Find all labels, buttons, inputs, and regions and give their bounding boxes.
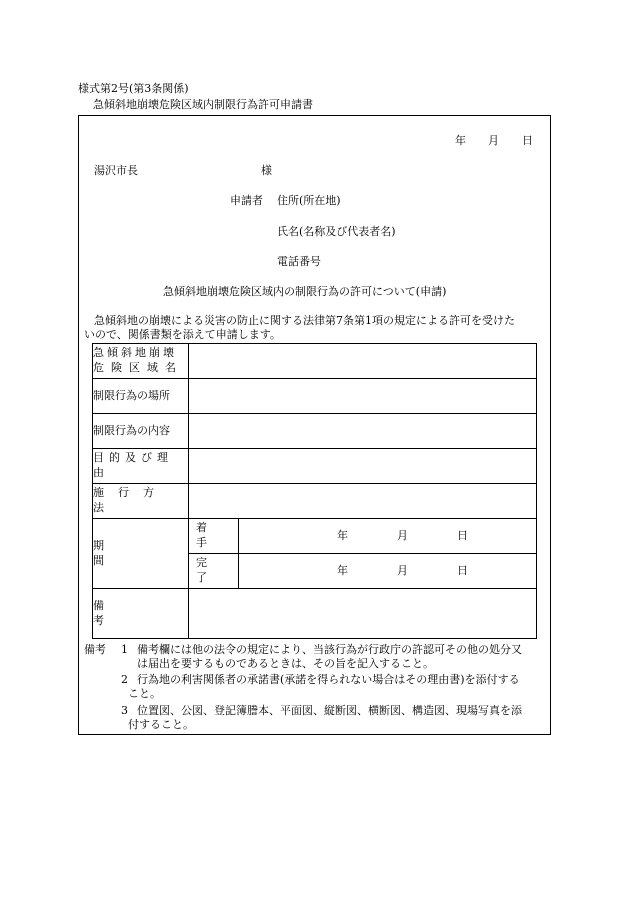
content-value[interactable] (189, 414, 537, 449)
addressee-suffix: 様 (261, 164, 272, 177)
finish-date-cell[interactable] (239, 554, 537, 589)
note-number-3: 3 (121, 704, 128, 717)
finish-month-label: 月 (397, 563, 408, 577)
date-day-label: 日 (522, 134, 533, 147)
start-label-cell (189, 519, 239, 554)
start-year-label: 年 (337, 528, 348, 542)
note-text-1-line1: 備考欄には他の法令の規定により、当該行為が行政庁の許認可その他の処分又 (137, 643, 522, 656)
table-row-purpose (93, 449, 537, 484)
phone-label: 電話番号 (277, 255, 321, 268)
table-row-place (93, 379, 537, 414)
statement-line-2: いので、関係書類を添えて申請します。 (84, 328, 281, 341)
purpose-value[interactable] (189, 449, 537, 484)
content-label-cell (93, 414, 189, 449)
area-name-label-line1: 急傾斜地崩壊 (93, 346, 177, 360)
remarks-value[interactable] (189, 589, 537, 639)
start-month-label: 月 (397, 528, 408, 542)
method-label: 施行方法 (93, 486, 168, 514)
place-label-cell (93, 379, 189, 414)
period-label: 期間 (93, 538, 160, 567)
date-year-label: 年 (455, 134, 466, 147)
statement-line-1: 急傾斜地の崩壊による災害の防止に関する法律第7条第1項の規定による許可を受けた (94, 314, 515, 327)
note-number-1: 1 (121, 643, 128, 656)
finish-date (239, 564, 536, 579)
name-label: 氏名(名称及び代表者名) (277, 225, 396, 238)
finish-label: 完了 (196, 556, 218, 584)
finish-label-cell (189, 554, 239, 589)
area-name-value[interactable] (189, 344, 537, 379)
place-label: 制限行為の場所 (93, 388, 170, 402)
note-number-2: 2 (121, 673, 128, 686)
place-value[interactable] (189, 379, 537, 414)
table-row-area-name (93, 344, 537, 379)
note-text-3-line1: 位置図、公図、登記簿謄本、平面図、縦断図、横断図、構造図、現場写真を添 (137, 704, 522, 717)
start-label: 着手 (196, 521, 218, 549)
area-name-label-cell (93, 344, 189, 379)
note-text-3-line2: 付すること。 (128, 718, 194, 731)
purpose-label-cell (93, 449, 189, 484)
method-label-cell (93, 484, 189, 519)
note-item-1 (0, 643, 630, 673)
finish-year-label: 年 (337, 563, 348, 577)
date-month-label: 月 (488, 134, 499, 147)
application-table (92, 343, 537, 639)
address-label: 住所(所在地) (277, 194, 341, 207)
note-text-1-line2: は届出を要するものであるときは、その旨を記入すること。 (137, 657, 434, 670)
notes-heading: 備考 (84, 643, 106, 656)
remarks-label: 備考 (93, 598, 160, 627)
content-label: 制限行為の内容 (93, 423, 170, 437)
applicant-label: 申請者 (230, 194, 263, 207)
start-day-label: 日 (457, 528, 468, 542)
period-label-cell (93, 519, 189, 589)
table-row-method (93, 484, 537, 519)
start-date (239, 529, 536, 544)
table-row-remarks (93, 589, 537, 639)
page-title: 急傾斜地崩壊危険区域内制限行為許可申請書 (93, 98, 313, 111)
table-row-content (93, 414, 537, 449)
start-date-cell[interactable] (239, 519, 537, 554)
subject-line: 急傾斜地崩壊危険区域内の制限行為の許可について(申請) (163, 285, 447, 298)
remarks-label-cell (93, 589, 189, 639)
note-text-2-line1: 行為地の利害関係者の承諾書(承諾を得られない場合はその理由書)を添付する (137, 673, 520, 686)
note-item-2 (0, 673, 630, 703)
finish-day-label: 日 (457, 563, 468, 577)
note-text-2-line2: こと。 (128, 687, 161, 700)
purpose-label: 目的及び理由 (93, 451, 173, 479)
method-value[interactable] (189, 484, 537, 519)
form-number: 様式第2号(第3条関係) (78, 82, 189, 95)
addressee: 湯沢市長 (94, 164, 138, 177)
area-name-label-line2: 危険区域名 (93, 361, 183, 374)
note-item-3 (0, 704, 630, 734)
table-row-period-start (93, 519, 537, 554)
